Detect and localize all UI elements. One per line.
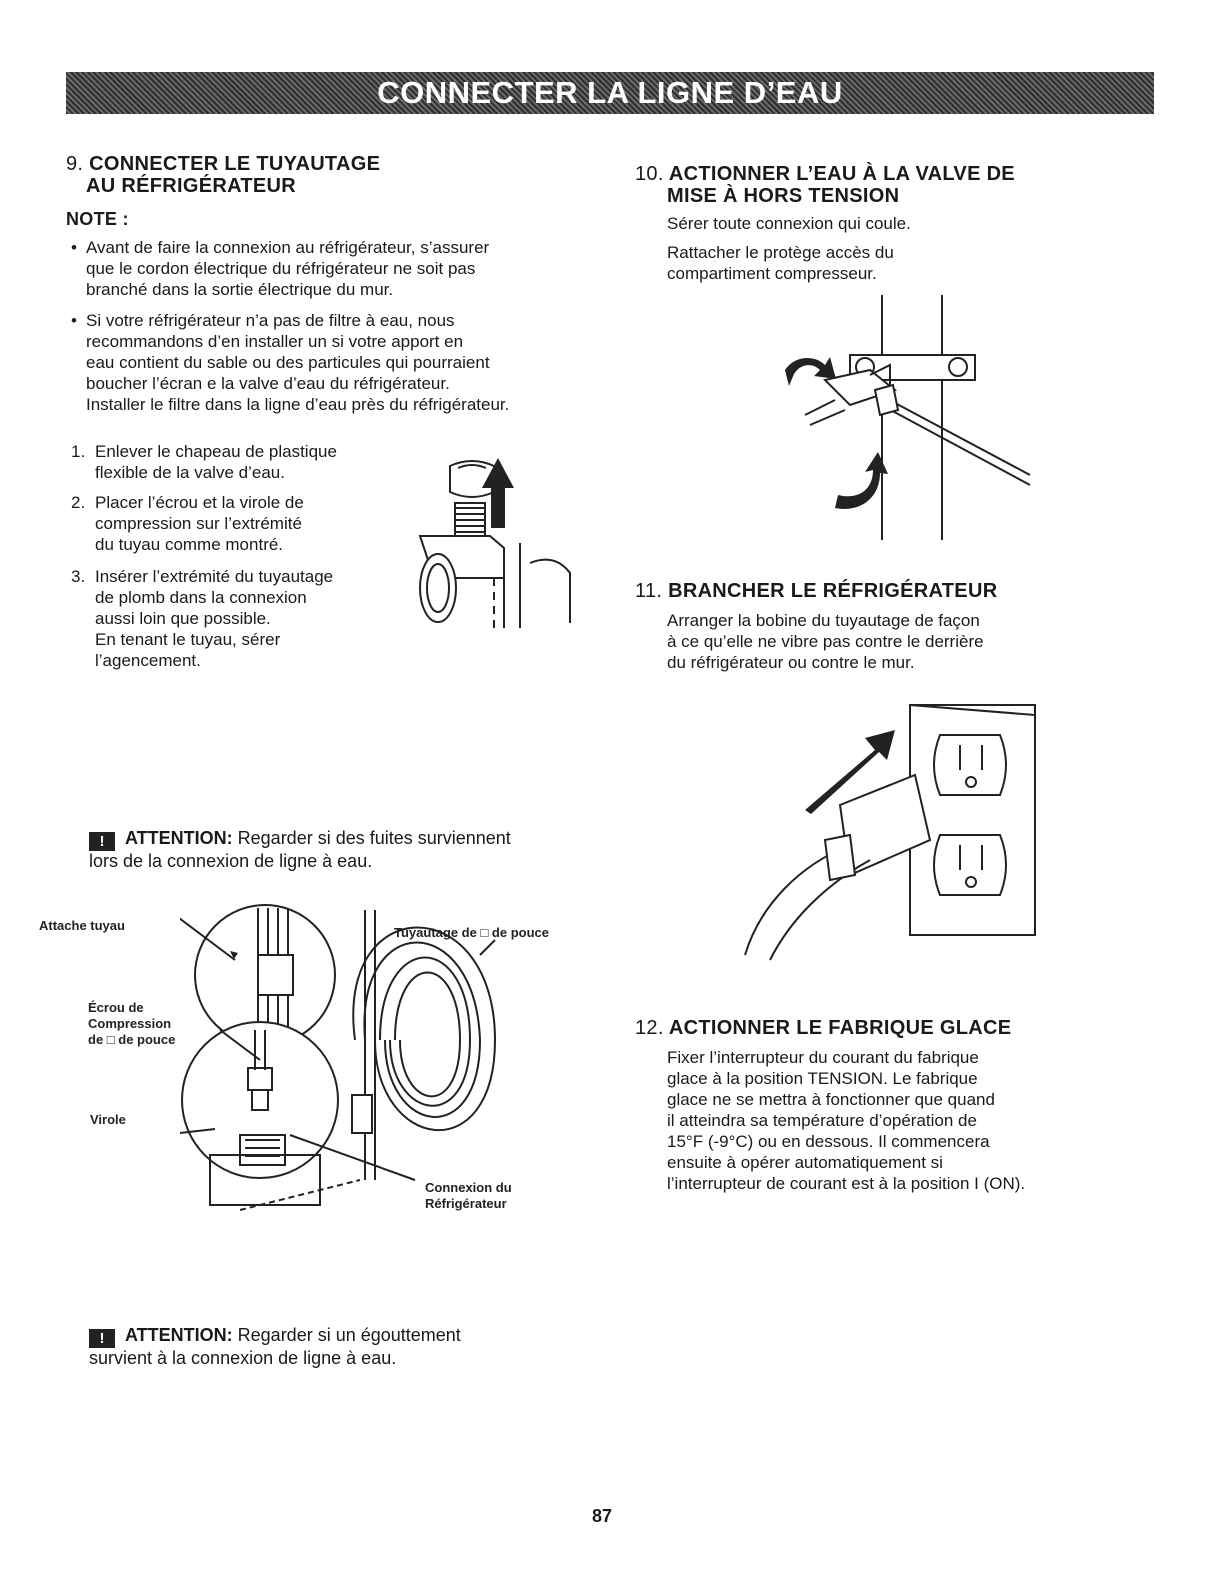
- step-line: flexible de la valve d’eau.: [95, 463, 285, 482]
- warning-icon: !: [89, 832, 115, 851]
- section-12-line: glace à la position TENSION. Le fabrique: [667, 1069, 978, 1088]
- page-number: 87: [592, 1506, 613, 1526]
- bullet-2-line: boucher l’écran e la valve d’eau du réfrigérateur.: [86, 374, 450, 393]
- section-11-title: BRANCHER LE RÉFRIGÉRATEUR: [668, 580, 998, 602]
- attention-2-line2: survient à la connexion de ligne à eau.: [89, 1348, 397, 1368]
- section-12-heading: [635, 1017, 1011, 1040]
- attention-text: Regarder si un égouttement: [232, 1325, 461, 1345]
- section-11-number: 11.: [635, 580, 663, 602]
- section-10-text: [667, 213, 911, 284]
- step-line: Insérer l’extrémité du tuyautage: [95, 567, 334, 586]
- step-line: de plomb dans la connexion: [95, 588, 307, 607]
- bullet-1-line: Avant de faire la connexion au réfrigérateur, s’assurer: [86, 238, 490, 257]
- attention-label: ATTENTION:: [125, 828, 233, 848]
- bullet-dot: •: [71, 311, 77, 330]
- section-12-line: Fixer l’interrupteur du courant du fabrique: [667, 1048, 979, 1067]
- bullet-2-line: recommandons d’en installer un si votre apport en: [86, 332, 464, 351]
- section-11-heading: [635, 580, 997, 603]
- step-number: 3.: [71, 567, 86, 586]
- bullet-dot: •: [71, 238, 77, 257]
- step-line: l’agencement.: [95, 651, 201, 670]
- section-10-number: 10.: [635, 163, 664, 185]
- section-12-text: [667, 1047, 1025, 1194]
- section-12-number: 12.: [635, 1017, 664, 1039]
- label-ecrou-line1: Écrou de: [88, 1000, 144, 1015]
- section-11-line: à ce qu’elle ne vibre pas contre le derrière: [667, 632, 984, 651]
- step-line: du tuyau comme montré.: [95, 535, 284, 554]
- bullet-1-line: que le cordon électrique du réfrigérateur ne soit pas: [86, 259, 476, 278]
- section-12-line: il atteindra sa température d’opération de: [667, 1111, 977, 1130]
- banner-title: CONNECTER LA LIGNE D’EAU: [377, 75, 843, 110]
- attention-text: Regarder si des fuites surviennent: [232, 828, 511, 848]
- note-bullet-2: [71, 310, 510, 415]
- section-12-line: ensuite à opérer automatiquement si: [667, 1153, 943, 1172]
- label-connexion-line2: Réfrigérateur: [425, 1196, 507, 1211]
- note-label: NOTE :: [66, 209, 129, 229]
- section-11-line: Arranger la bobine du tuyautage de façon: [667, 611, 980, 630]
- label-attache-tuyau: Attache tuyau: [39, 918, 125, 933]
- section-12-title: ACTIONNER LE FABRIQUE GLACE: [668, 1017, 1012, 1039]
- section-9-number: 9.: [66, 153, 84, 175]
- label-ecrou-line2: Compression: [88, 1016, 172, 1031]
- step-number: 2.: [71, 493, 86, 512]
- section-11-line: du réfrigérateur ou contre le mur.: [667, 653, 915, 672]
- bullet-1-line: branché dans la sortie électrique du mur.: [86, 280, 394, 299]
- label-ecrou-line3: de □ de pouce: [88, 1032, 176, 1047]
- step-line: En tenant le tuyau, sérer: [95, 630, 281, 649]
- section-9-heading: [66, 153, 380, 176]
- rotate-arrow-icon: [835, 452, 888, 509]
- section-10-title-line2: MISE À HORS TENSION: [667, 185, 900, 207]
- section-10-title-line1: ACTIONNER L’EAU À LA VALVE DE: [668, 163, 1015, 185]
- step-number: 1.: [71, 442, 86, 461]
- section-12-line: l’interrupteur de courant est à la position I (ON).: [667, 1174, 1026, 1193]
- label-connexion-line1: Connexion du: [425, 1180, 512, 1195]
- section-10-heading: [635, 163, 1015, 186]
- bullet-2-line: Si votre réfrigérateur n’a pas de filtre à eau, nous: [86, 311, 455, 330]
- section-11-text: [667, 610, 984, 673]
- section-12-line: 15°F (-9°C) ou en dessous. Il commencera: [667, 1132, 990, 1151]
- outlet-plug-illustration: [730, 690, 1045, 965]
- attention-2: [89, 1325, 461, 1348]
- label-tuyautage: Tuyautage de □ de pouce: [394, 925, 549, 940]
- step-line: compression sur l’extrémité: [95, 514, 302, 533]
- warning-icon: !: [89, 1329, 115, 1348]
- page-banner: [66, 72, 1154, 114]
- shutoff-valve-illustration: [730, 295, 1040, 545]
- section-9-title-line1: CONNECTER LE TUYAUTAGE: [89, 153, 381, 175]
- attention-1-line2: lors de la connexion de ligne à eau.: [89, 851, 373, 871]
- step-line: Enlever le chapeau de plastique: [95, 442, 337, 461]
- step-3: [71, 566, 334, 671]
- step-2: [71, 492, 304, 555]
- water-line-connection-diagram: [180, 900, 510, 1220]
- attention-label: ATTENTION:: [125, 1325, 233, 1345]
- section-10-line: Sérer toute connexion qui coule.: [667, 214, 911, 233]
- section-10-line: Rattacher le protège accès du: [667, 243, 894, 262]
- attention-1: [89, 828, 511, 851]
- step-1: [71, 441, 337, 483]
- section-12-line: glace ne se mettra à fonctionner que quand: [667, 1090, 995, 1109]
- step-line: aussi loin que possible.: [95, 609, 271, 628]
- section-9-title-line2: AU RÉFRIGÉRATEUR: [86, 175, 296, 197]
- valve-cap-illustration: [410, 448, 580, 633]
- section-10-line: compartiment compresseur.: [667, 264, 877, 283]
- bullet-2-line: eau contient du sable ou des particules qui pourraient: [86, 353, 490, 372]
- note-bullet-1: [71, 237, 490, 300]
- step-line: Placer l’écrou et la virole de: [95, 493, 304, 512]
- label-virole: Virole: [90, 1112, 126, 1127]
- bullet-2-line: Installer le filtre dans la ligne d’eau près du réfrigérateur.: [86, 395, 510, 414]
